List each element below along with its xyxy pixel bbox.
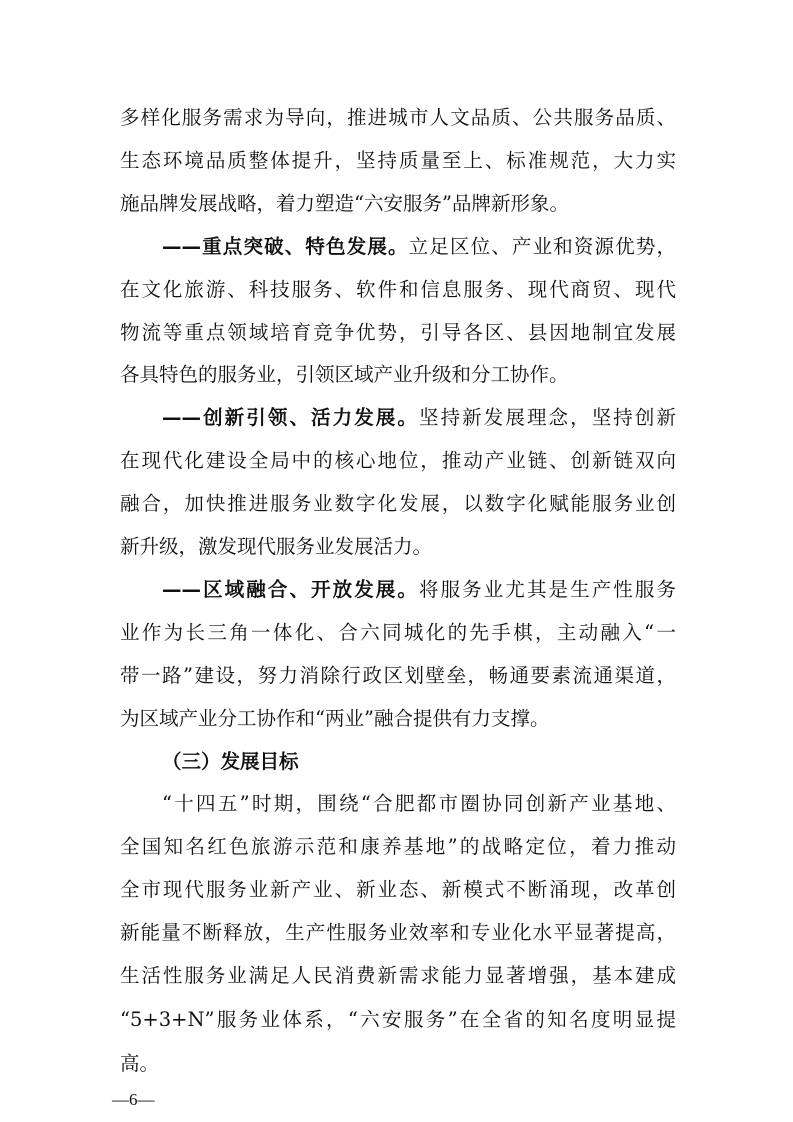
p4-line-6: “5+3+N”服务业体系，“六安服务”在全省的知名度明显提: [120, 1008, 676, 1031]
p3-first-line: [162, 574, 676, 606]
p3-line-2: 业作为长三角一体化、合六同城化的先手棋，主动融入“一: [120, 621, 676, 644]
p3-line-3: 带一路”建设，努力消除行政区划壁垒，畅通要素流通渠道，: [120, 664, 676, 687]
p3-heading: ——区域融合、开放发展。: [162, 578, 419, 601]
p2-heading: ——创新引领、活力发展。: [162, 406, 419, 429]
p4-line-2: 全国知名红色旅游示范和康养基地”的战略定位，着力推动: [120, 835, 676, 858]
p4-line-3: 全市现代服务业新产业、新业态、新模式不断涌现，改革创: [120, 878, 676, 901]
p1-heading: ——重点突破、特色发展。: [162, 235, 409, 258]
section-heading: （三）发展目标: [162, 750, 299, 773]
p1-first-rest: 立足区位、产业和资源优势，: [408, 235, 676, 258]
p4-first-line: “十四五”时期，围绕“合肥都市圈协同创新产业基地、: [162, 792, 676, 815]
p1-first-line: [162, 231, 676, 263]
p2-first-rest: 坚持新发展理念，坚持创新: [419, 406, 676, 429]
p4-line-4: 新能量不断释放，生产性服务业效率和专业化水平显著提高，: [120, 921, 676, 944]
p1-line-2: 在文化旅游、科技服务、软件和信息服务、现代商贸、现代: [120, 278, 676, 301]
p3-first-rest: 将服务业尤其是生产性服务: [419, 578, 676, 601]
p1-line-3: 物流等重点领域培育竞争优势，引导各区、县因地制宜发展: [120, 321, 676, 344]
p1-line-4: 各具特色的服务业，引领区域产业升级和分工协作。: [120, 363, 569, 386]
p2-first-line: [162, 402, 676, 434]
p3-line-4: 为区域产业分工协作和“两业”融合提供有力支撑。: [120, 707, 550, 730]
p2-line-4: 新升级，激发现代服务业发展活力。: [120, 535, 433, 558]
p4-line-5: 生活性服务业满足人民消费新需求能力显著增强，基本建成: [120, 964, 676, 987]
p2-line-3: 融合，加快推进服务业数字化发展，以数字化赋能服务业创: [120, 492, 676, 515]
intro-line-2: 生态环境品质整体提升，坚持质量至上、标准规范，大力实: [120, 149, 676, 172]
page-number: —6—: [112, 1090, 155, 1109]
intro-line-1: 多样化服务需求为导向，推进城市人文品质、公共服务品质、: [120, 106, 676, 129]
intro-line-3: 施品牌发展战略，着力塑造“六安服务”品牌新形象。: [120, 192, 569, 215]
p2-line-2: 在现代化建设全局中的核心地位，推动产业链、创新链双向: [120, 449, 676, 472]
p4-line-7: 高。: [120, 1052, 160, 1075]
